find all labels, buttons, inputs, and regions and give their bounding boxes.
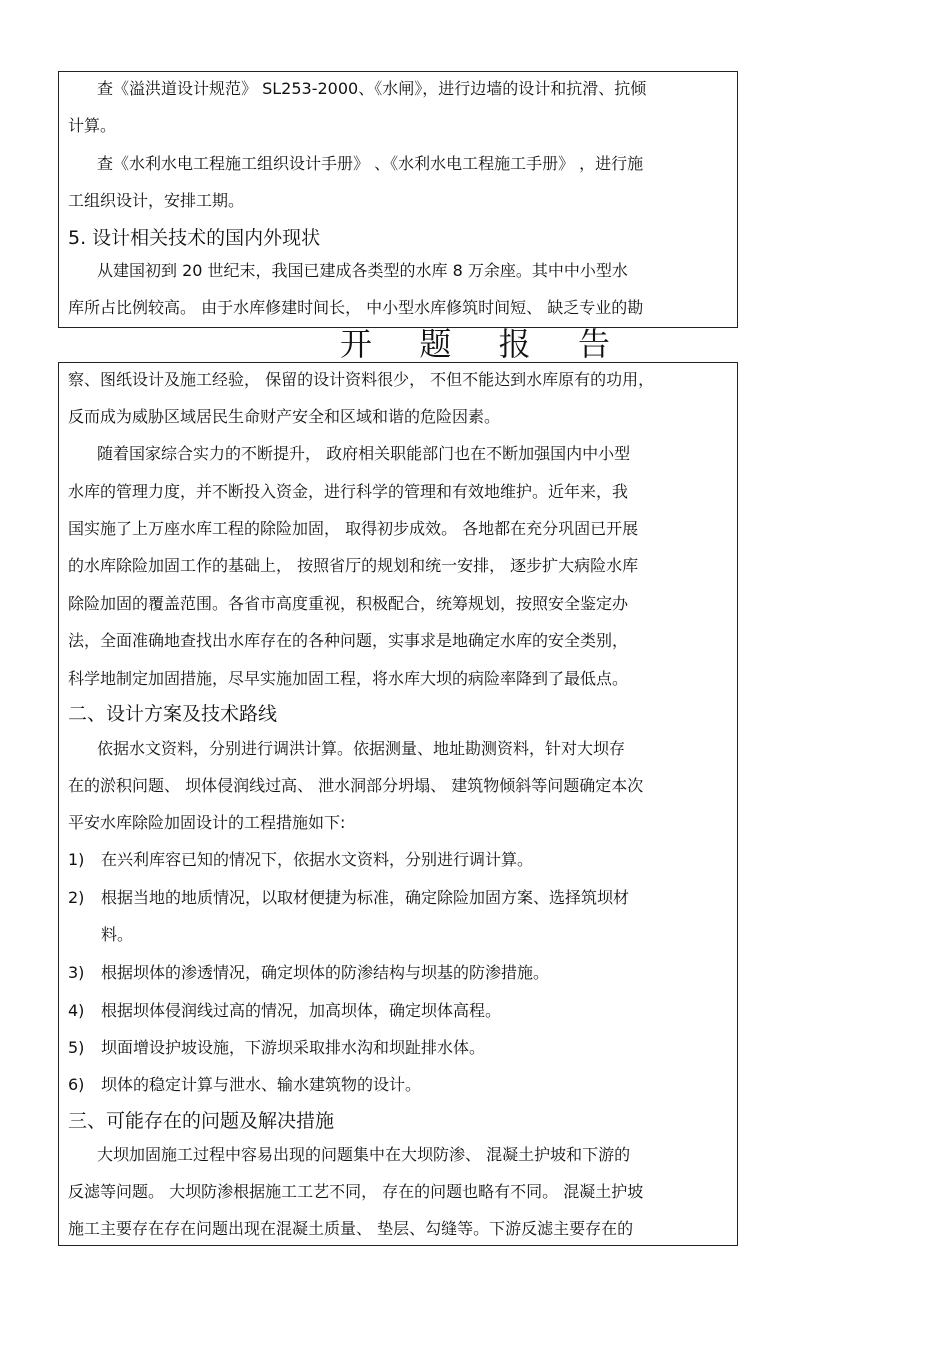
lower-text-box [58,362,738,1246]
paragraph-line: 依据水文资料，分别进行调洪计算。依据测量、地址勘测资料，针对大坝存 [97,739,626,758]
paragraph-line: 科学地制定加固措施，尽早实施加固工程，将水库大坝的病险率降到了最低点。 [68,669,629,688]
list-item-number: 1) [68,850,85,869]
title-char: 告 [577,325,610,363]
paragraph-line: 国实施了上万座水库工程的除险加固， 取得初步成效。 各地都在充分巩固已开展 [68,519,639,538]
title-char: 题 [419,325,452,363]
paragraph-line: 反滤等问题。 大坝防渗根据施工工艺不同， 存在的问题也略有不同。 混凝土护坡 [68,1182,644,1201]
paragraph-line: 工组织设计，安排工期。 [68,191,245,210]
paragraph-line: 察、图纸设计及施工经验， 保留的设计资料很少， 不但不能达到水库原有的功用， [68,370,655,389]
section-heading: 5. 设计相关技术的国内外现状 [68,227,321,249]
list-item-number: 6) [68,1075,85,1094]
paragraph-line: 大坝加固施工过程中容易出现的问题集中在大坝防渗、 混凝土护坡和下游的 [97,1145,631,1164]
title-char: 报 [498,325,531,363]
section-heading: 二、设计方案及技术路线 [68,703,278,725]
paragraph-line: 从建国初到 20 世纪末，我国已建成各类型的水库 8 万余座。其中中小型水 [97,261,628,280]
list-item-number: 3) [68,963,85,982]
paragraph-line: 查《溢洪道设计规范》 SL253-2000、《水闸》，进行边墙的设计和抗滑、抗倾 [97,79,647,98]
paragraph-line: 随着国家综合实力的不断提升， 政府相关职能部门也在不断加强国内中小型 [97,444,631,463]
list-item-number: 4) [68,1001,85,1020]
paragraph-line: 在的淤积问题、 坝体侵润线过高、 泄水洞部分坍塌、 建筑物倾斜等问题确定本次 [68,776,644,795]
title-char: 开 [340,325,373,363]
report-title [340,325,610,363]
list-item-number: 2) [68,888,85,907]
list-item: 根据坝体侵润线过高的情况，加高坝体，确定坝体高程。 [101,1001,502,1020]
paragraph-line: 平安水库除险加固设计的工程措施如下: [68,813,346,832]
paragraph-line: 的水库除险加固工作的基础上， 按照省厅的规划和统一安排， 逐步扩大病险水库 [68,556,639,575]
list-item-number: 5) [68,1038,85,1057]
list-item-continuation: 料。 [101,925,134,944]
paragraph-line: 施工主要存在存在问题出现在混凝土质量、 垫层、勾缝等。下游反滤主要存在的 [68,1219,634,1238]
upper-text-box [58,71,738,328]
list-item: 根据坝体的渗透情况，确定坝体的防渗结构与坝基的防渗措施。 [101,963,550,982]
paragraph-line: 库所占比例较高。 由于水库修建时间长， 中小型水库修筑时间短、 缺乏专业的勘 [68,298,644,317]
list-item: 坝体的稳定计算与泄水、输水建筑物的设计。 [101,1075,422,1094]
paragraph-line: 反而成为威胁区域居民生命财产安全和区域和谐的危险因素。 [68,407,501,426]
list-item: 坝面增设护坡设施，下游坝采取排水沟和坝趾排水体。 [101,1038,486,1057]
paragraph-line: 法，全面准确地查找出水库存在的各种问题，实事求是地确定水库的安全类别， [68,631,629,650]
list-item: 在兴利库容已知的情况下，依据水文资料，分别进行调计算。 [101,850,534,869]
paragraph-line: 查《水利水电工程施工组织设计手册》 、《水利水电工程施工手册》 ，进行施 [97,154,644,173]
section-heading: 三、可能存在的问题及解决措施 [68,1110,335,1132]
paragraph-line: 除险加固的覆盖范围。各省市高度重视，积极配合，统筹规划，按照安全鉴定办 [68,594,629,613]
paragraph-line: 水库的管理力度，并不断投入资金，进行科学的管理和有效地维护。近年来，我 [68,482,629,501]
paragraph-line: 计算。 [68,116,117,135]
list-item: 根据当地的地质情况，以取材便捷为标准，确定除险加固方案、选择筑坝材 [101,888,630,907]
